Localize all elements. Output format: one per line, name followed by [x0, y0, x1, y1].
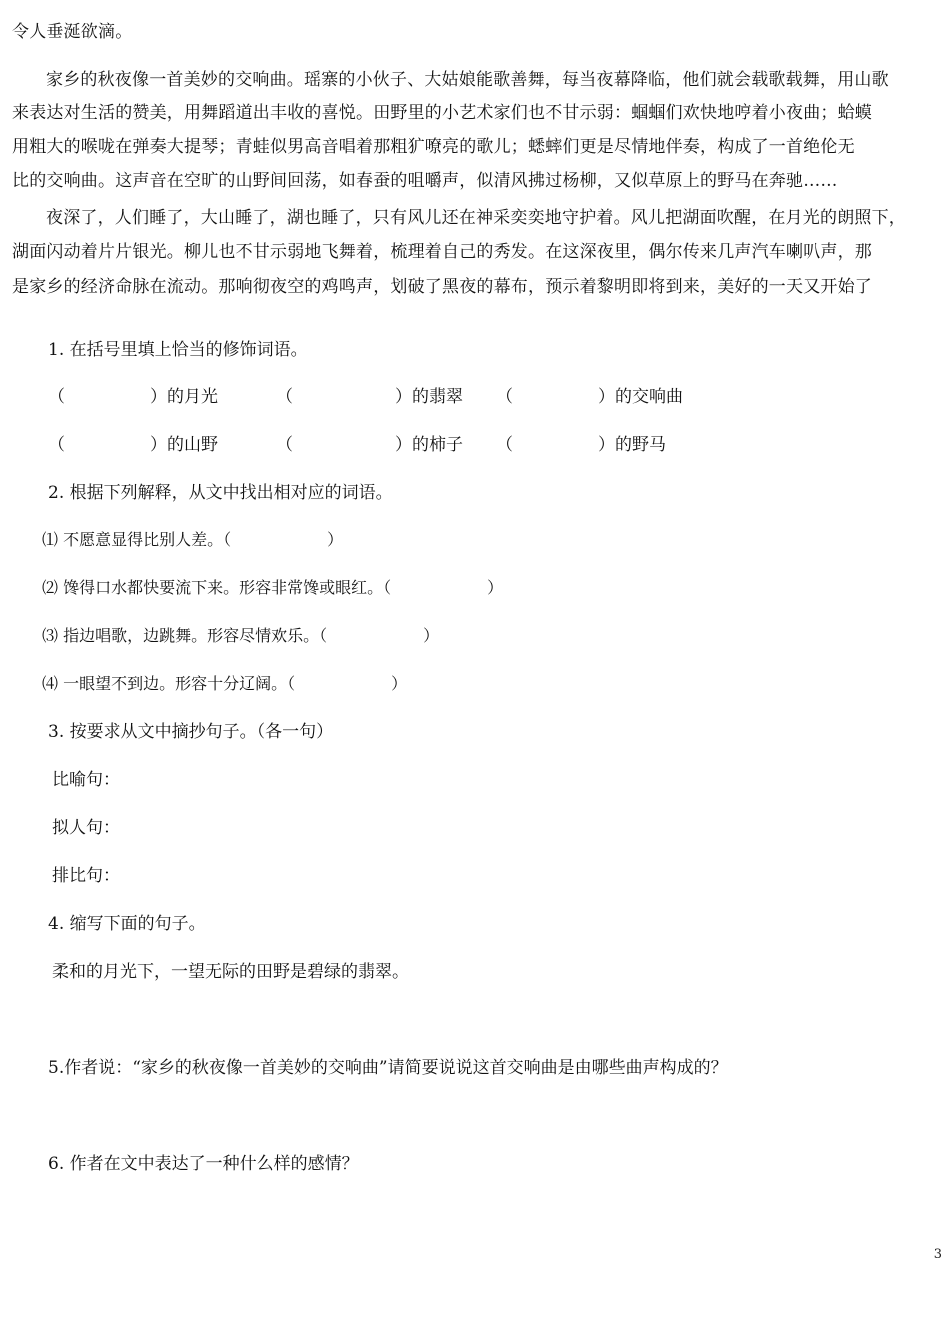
fill-blank-item[interactable]: （ ）的翡翠 [276, 387, 463, 407]
question-2-item[interactable]: ⑴ 不愿意显得比别人差。（ ） [42, 530, 344, 549]
passage-line: 比的交响曲。这声音在空旷的山野间回荡，如春蚕的咀嚼声，似清风拂过杨柳，又似草原上的野马在奔驰…… [12, 171, 838, 191]
question-3-item[interactable]: 比喻句： [52, 770, 120, 790]
question-3-prompt: 3. 按要求从文中摘抄句子。（各一句） [48, 722, 334, 742]
fill-blank-item[interactable]: （ ）的交响曲 [496, 387, 683, 407]
passage-line: 是家乡的经济命脉在流动。那响彻夜空的鸡鸣声，划破了黑夜的幕布，预示着黎明即将到来，美好的一天又开始了 [12, 277, 872, 297]
question-2-prompt: 2. 根据下列解释，从文中找出相对应的词语。 [48, 483, 393, 503]
question-1-prompt: 1. 在括号里填上恰当的修饰词语。 [48, 340, 308, 360]
fill-blank-item[interactable]: （ ）的柿子 [276, 435, 463, 455]
question-6-prompt: 6. 作者在文中表达了一种什么样的感情？ [48, 1154, 359, 1174]
passage-line: 夜深了，人们睡了，大山睡了，湖也睡了，只有风儿还在神采奕奕地守护着。风儿把湖面吹醒，在月光的朗照下， [46, 208, 906, 228]
passage-line: 家乡的秋夜像一首美妙的交响曲。瑶寨的小伙子、大姑娘能歌善舞，每当夜幕降临，他们就会载歌载舞，用山歌 [46, 70, 889, 90]
passage-line: 湖面闪动着片片银光。柳儿也不甘示弱地飞舞着，梳理着自己的秀发。在这深夜里，偶尔传来几声汽车喇叭声，那 [12, 242, 872, 262]
fill-blank-item[interactable]: （ ）的山野 [48, 435, 218, 455]
page-number: 3 [933, 1247, 942, 1262]
passage-line: 用粗大的喉咙在弹奏大提琴；青蛙似男高音唱着那粗犷嘹亮的歌儿；蟋蟀们更是尽情地伴奏，构成了一首绝伦无 [12, 137, 855, 157]
question-2-item[interactable]: ⑷ 一眼望不到边。形容十分辽阔。（ ） [42, 674, 408, 693]
fill-blank-item[interactable]: （ ）的月光 [48, 387, 218, 407]
question-4-sentence: 柔和的月光下，一望无际的田野是碧绿的翡翠。 [52, 962, 409, 982]
question-2-item[interactable]: ⑵ 馋得口水都快要流下来。形容非常馋或眼红。（ ） [42, 578, 504, 597]
question-3-item[interactable]: 排比句： [52, 866, 120, 886]
fill-blank-item[interactable]: （ ）的野马 [496, 435, 666, 455]
passage-line: 来表达对生活的赞美，用舞蹈道出丰收的喜悦。田野里的小艺术家们也不甘示弱：蝈蝈们欢快地哼着小夜曲；蛤蟆 [12, 103, 872, 123]
passage-line: 令人垂涎欲滴。 [12, 22, 133, 42]
question-3-item[interactable]: 拟人句： [52, 818, 120, 838]
question-5-prompt: 5.作者说：“家乡的秋夜像一首美妙的交响曲”请简要说说这首交响曲是由哪些曲声构成的？ [48, 1058, 728, 1078]
question-2-item[interactable]: ⑶ 指边唱歌，边跳舞。形容尽情欢乐。（ ） [42, 626, 440, 645]
question-4-prompt: 4. 缩写下面的句子。 [48, 914, 206, 934]
